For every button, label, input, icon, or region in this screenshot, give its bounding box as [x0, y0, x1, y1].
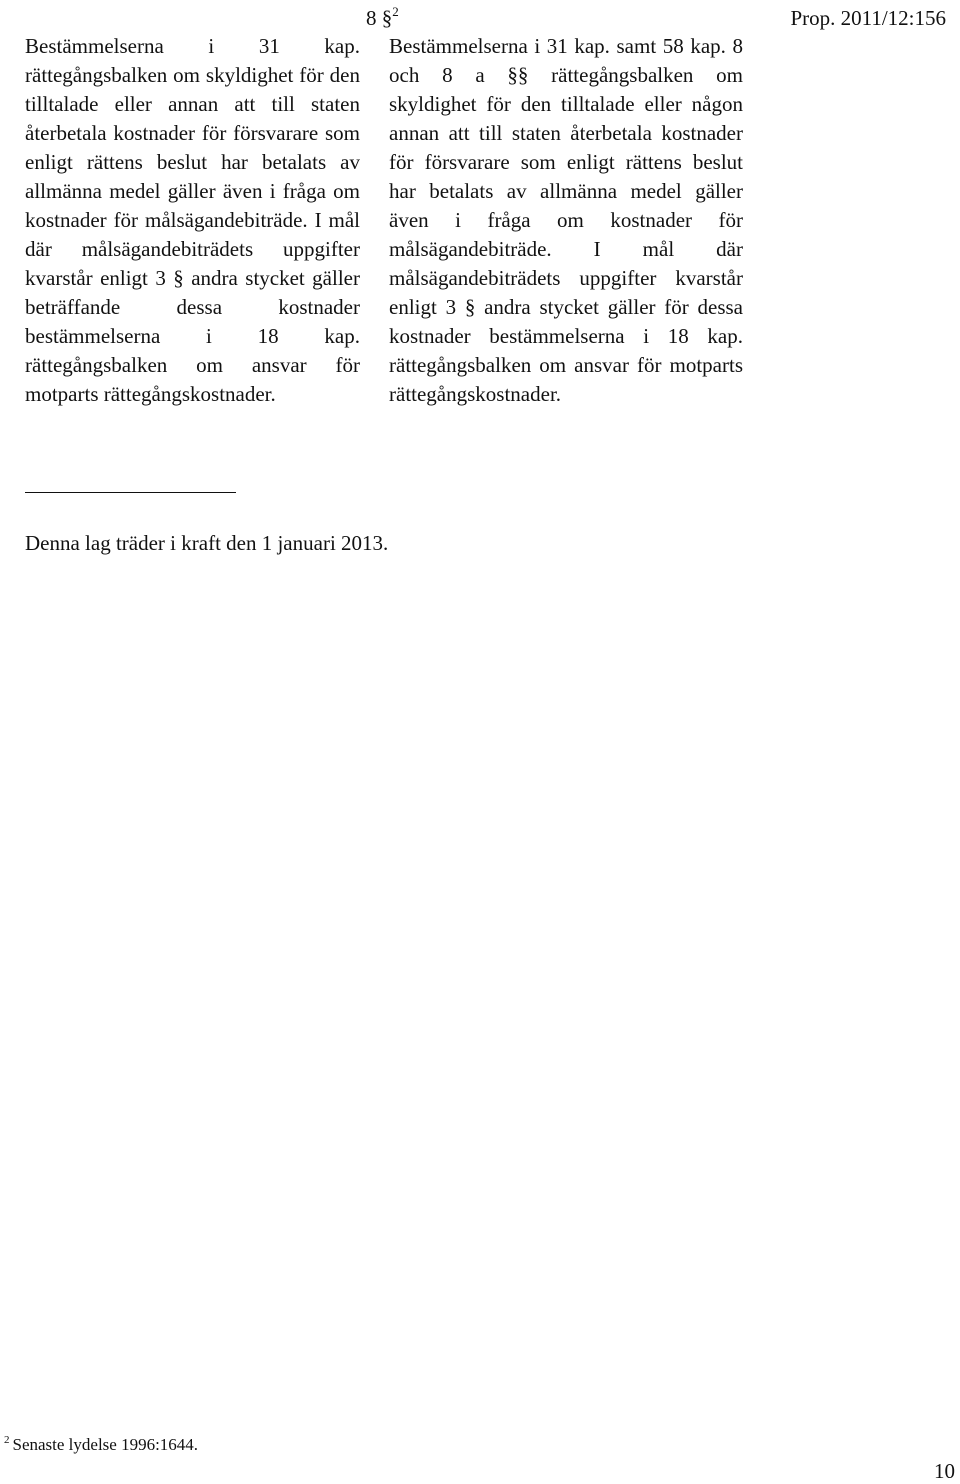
footnote-text: Senaste lydelse 1996:1644.	[12, 1435, 199, 1454]
section-heading	[366, 4, 399, 33]
page-number: 10	[934, 1459, 955, 1483]
section-number: 8 §	[366, 6, 393, 30]
separator-rule	[25, 492, 236, 493]
proposed-wording-column	[389, 32, 743, 409]
current-wording-column	[25, 32, 360, 409]
footnote-marker: 2	[4, 1434, 10, 1446]
proposition-reference: Prop. 2011/12:156	[790, 6, 946, 30]
footnote-reference: 2	[392, 4, 399, 19]
footnote	[4, 1434, 198, 1456]
enactment-clause: Denna lag träder i kraft den 1 januari 2013.	[25, 531, 389, 555]
proposed-wording-paragraph: Bestämmelserna i 31 kap. samt 58 kap. 8 och 8 a §§ rättegångsbalken om skyldighet för den tilltalade eller någon annan att till staten återbetala kostnader för försvarare som enligt rättens beslut har betalats av allmänna medel gäller även i fråga om kostnader för målsägandebiträde. I mål där målsägandebiträdets uppgifter kvarstår enligt 3 § andra stycket gäller för dessa kostnader bestämmelserna i 18 kap. rättegångsbalken om ansvar för motparts rättegångskostnader.	[389, 34, 743, 406]
current-wording-paragraph: Bestämmelserna i 31 kap. rättegångsbalken om skyldighet för den tilltalade eller annan att till staten återbetala kostnader för försvarare som enligt rättens beslut har betalats av allmänna medel gäller även i fråga om kostnader för målsägandebiträde. I mål där målsägandebiträdets uppgifter kvarstår enligt 3 § andra stycket gäller beträffande dessa kostnader bestämmelserna i 18 kap. rättegångsbalken om ansvar för motparts rättegångskostnader.	[25, 34, 360, 406]
